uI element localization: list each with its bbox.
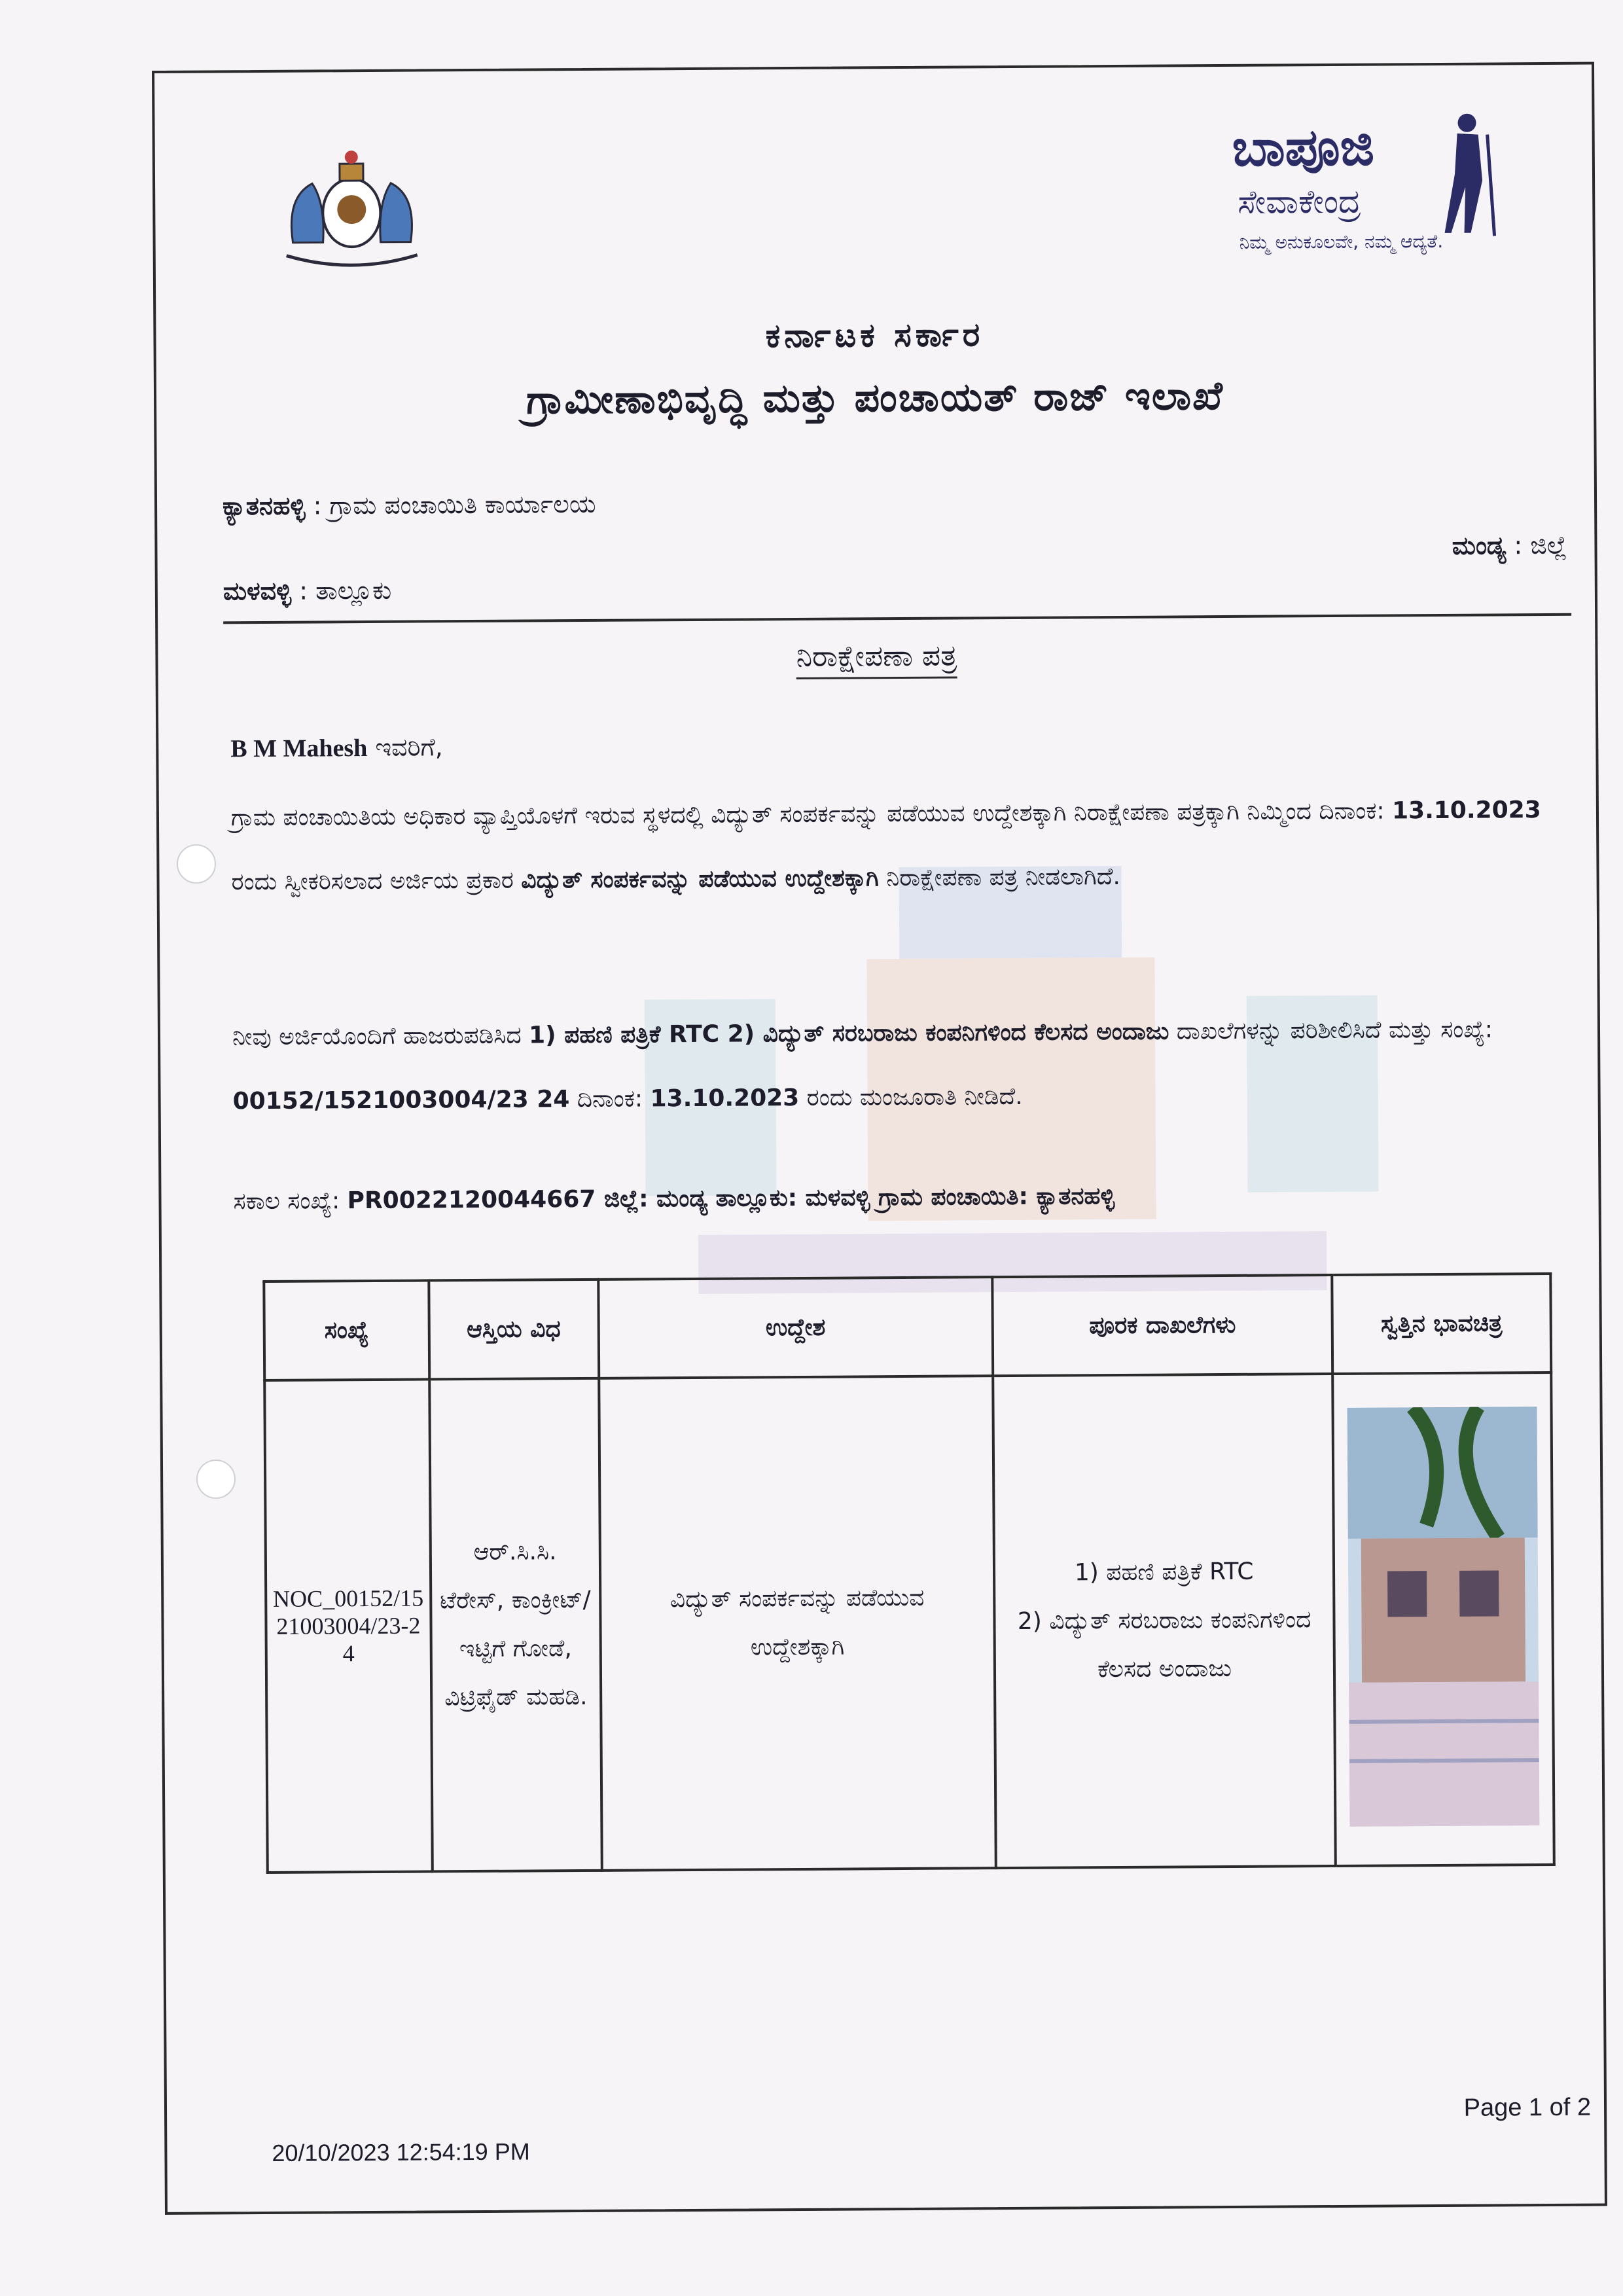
cell-documents <box>993 1374 1336 1868</box>
recipient-name: B M Mahesh <box>230 734 368 763</box>
department-heading: ಗ್ರಾಮೀಣಾಭಿವೃದ್ಧಿ ಮತ್ತು ಪಂಚಾಯತ್ ರಾಜ್ ಇಲಾಖೆ <box>526 373 1224 423</box>
government-heading: ಕರ್ನಾಟಕ ಸರ್ಕಾರ <box>765 315 984 355</box>
document-item-1: 1) ಪಹಣಿ ಪತ್ರಿಕೆ RTC <box>1074 1558 1254 1587</box>
district-label: : ಜಿಲ್ಲೆ <box>1514 530 1567 560</box>
table-row <box>264 1372 1554 1873</box>
cell-property-type: ಆರ್.ಸಿ.ಸಿ. ಟೆರೇಸ್, ಕಾಂಕ್ರೀಟ್/ಇಟ್ಟಿಗೆ ಗೋಡೆ, ವಿಟ್ರಿಫೈಡ್ ಮಹಡಿ. <box>429 1378 602 1872</box>
para2-documents: 1) ಪಹಣಿ ಪತ್ರಿಕೆ RTC 2) ವಿದ್ಯುತ್ ಸರಬರಾಜು ಕಂಪನಿಗಳಿಂದ ಕೆಲಸದ ಅಂದಾಜು <box>528 1018 1169 1049</box>
para2-text-b: ದಾಖಲೆಗಳನ್ನು ಪರಿಶೀಲಿಸಿದೆ ಮತ್ತು ಸಂಖ್ಯೆ: <box>1169 1016 1493 1045</box>
para1-text-b: ರಂದು ಸ್ವೀಕರಿಸಲಾದ ಅರ್ಜಿಯ ಪ್ರಕಾರ <box>231 867 522 896</box>
bapuji-logo <box>1232 104 1507 263</box>
cell-purpose: ವಿದ್ಯುತ್ ಸಂಪರ್ಕವನ್ನು ಪಡೆಯುವ ಉದ್ದೇಶಕ್ಕಾಗಿ <box>599 1376 996 1871</box>
district-name: ಮಂಡ್ಯ <box>1452 531 1507 560</box>
paragraph-approval <box>232 997 1568 1134</box>
para1-date: 13.10.2023 <box>1391 797 1541 825</box>
sakala-number: PR0022120044667 <box>347 1185 596 1215</box>
para1-purpose: ವಿದ್ಯುತ್ ಸಂಪರ್ಕವನ್ನು ಪಡೆಯುವ ಉದ್ದೇಶಕ್ಕಾಗಿ <box>521 865 879 894</box>
header-divider <box>223 613 1571 624</box>
village-name: ಕ್ಯಾತನಹಳ್ಳಿ <box>222 491 306 521</box>
para2-text-d: ರಂದು ಮಂಜೂರಾತಿ ನೀಡಿದೆ. <box>799 1083 1023 1111</box>
property-photo <box>1347 1407 1540 1827</box>
logo-tagline: ನಿಮ್ಮ ಅನುಕೂಲವೇ, ನಮ್ಮ ಆದ್ಯತೆ. <box>1239 230 1444 253</box>
para1-text-a: ಗ್ರಾಮ ಪಂಚಾಯಿತಿಯ ಅಧಿಕಾರ ವ್ಯಾಪ್ತಿಯೊಳಗೆ ಇರುವ ಸ್ಥಳದಲ್ಲಿ ವಿದ್ಯುತ್ ಸಂಪರ್ಕವನ್ನು ಪಡೆಯುವ ಉದ್ದೇಶಕ್ಕಾಗಿ ನಿರಾಕ್ಷೇಪಣಾ ಪತ್ರಕ್ಕಾಗಿ ನಿಮ್ಮಿಂದ ದಿನಾಂಕ: <box>230 797 1393 832</box>
para2-text-c: ದಿನಾಂಕ: <box>569 1085 651 1113</box>
cell-photo <box>1332 1372 1554 1866</box>
village-office-label: : ಗ್ರಾಮ ಪಂಚಾಯಿತಿ ಕಾರ್ಯಾಲಯ <box>313 489 596 520</box>
para2-number: 00152/1521003004/23 24 <box>232 1086 570 1115</box>
gandhi-figure-icon <box>1431 108 1503 240</box>
header-number: ಸಂಖ್ಯೆ <box>264 1280 429 1380</box>
salutation <box>230 732 443 763</box>
taluk-label: : ತಾಲ್ಲೂಕು <box>299 575 392 605</box>
karnataka-emblem-icon <box>266 143 437 276</box>
sakala-label: ಸಕಾಲ ಸಂಖ್ಯೆ: <box>233 1187 348 1215</box>
paragraph-application <box>231 778 1567 914</box>
document-item-2: 2) ವಿದ್ಯುತ್ ಸರಬರಾಜು ಕಂಪನಿಗಳಿಂದ ಕೆಲಸದ ಅಂದಾಜು <box>1017 1606 1311 1683</box>
noc-table <box>262 1272 1556 1874</box>
table-header-row <box>264 1274 1551 1380</box>
document-title-text: ನಿರಾಕ್ಷೇಪಣಾ ಪತ್ರ <box>796 639 957 679</box>
taluk-line <box>223 576 392 607</box>
header-photo: ಸ್ವತ್ತಿನ ಭಾವಚಿತ್ರ <box>1332 1274 1551 1374</box>
para2-text-a: ನೀವು ಅರ್ಜಿಯೊಂದಿಗೆ ಹಾಜರುಪಡಿಸಿದ <box>232 1022 529 1051</box>
logo-subtitle: ಸೇವಾಕೇಂದ್ರ <box>1238 182 1361 221</box>
cell-noc-number: NOC_00152/1521003004/23-24 <box>264 1379 432 1873</box>
logo-title: ಬಾಪೂಜಿ <box>1232 118 1375 178</box>
document-title <box>158 636 1595 677</box>
header-documents: ಪೂರಕ ದಾಖಲೆಗಳು <box>992 1275 1332 1376</box>
village-office-line <box>223 490 596 521</box>
header-purpose: ಉದ್ದೇಶ <box>598 1277 993 1378</box>
print-timestamp: 20/10/2023 12:54:19 PM <box>272 2138 530 2166</box>
district-line <box>1452 531 1567 561</box>
taluk-name: ಮಳವಳ್ಳಿ <box>223 576 292 606</box>
salutation-suffix: ಇವರಿಗೆ, <box>367 732 443 762</box>
page-number: Page 1 of 2 <box>1463 2093 1592 2122</box>
para2-date: 13.10.2023 <box>650 1084 800 1113</box>
para1-text-c: ನಿರಾಕ್ಷೇಪಣಾ ಪತ್ರ ನೀಡಲಾಗಿದೆ. <box>878 863 1121 892</box>
document-frame <box>152 62 1607 2215</box>
sakala-location: ಜಿಲ್ಲೆ: ಮಂಡ್ಯ ತಾಲ್ಲೂಕು: ಮಳವಳ್ಳಿ ಗ್ರಾಮ ಪಂಚಾಯಿತಿ: ಕ್ಯಾತನಹಳ್ಳಿ <box>596 1183 1115 1213</box>
header-property-type: ಆಸ್ತಿಯ ವಿಧ <box>429 1280 599 1380</box>
